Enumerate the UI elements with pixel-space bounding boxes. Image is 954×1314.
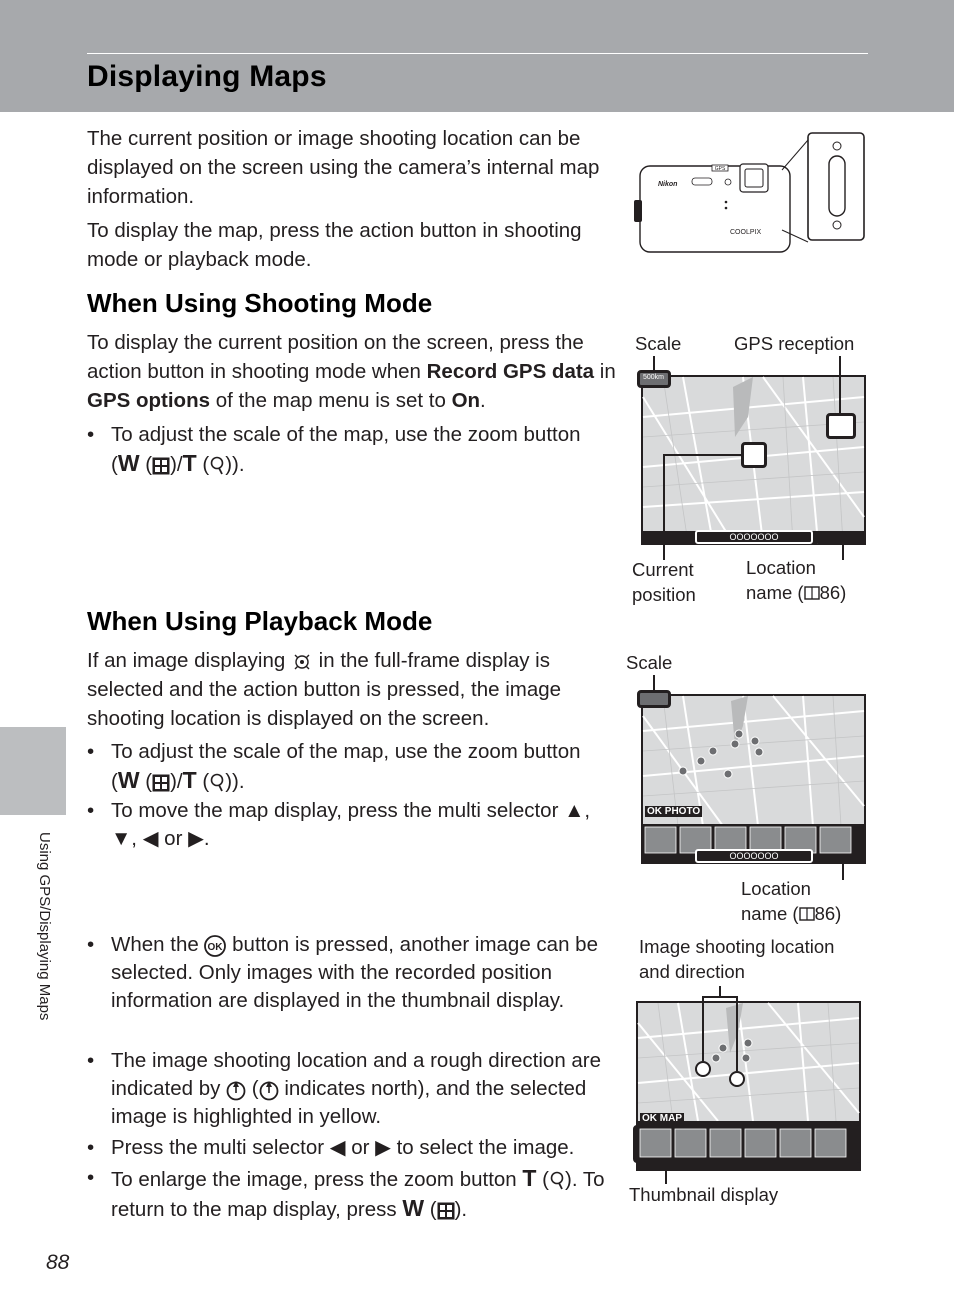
section-title-playback: When Using Playback Mode: [87, 606, 433, 636]
arrow-down-icon: ▼: [111, 827, 132, 850]
camera-brand: Nikon: [658, 181, 678, 188]
playback-bullet-move: • To move the map display, press the multi selector ▲, ▼, ◀ or ▶.: [87, 799, 591, 850]
page-number: 88: [46, 1251, 70, 1274]
playback-bullet-select: • Press the multi selector ◀ or ▶ to select the image.: [87, 1136, 575, 1159]
d2-scale-label: Scale: [626, 652, 673, 673]
d2-ok-photo-label: OK PHOTO: [647, 806, 701, 817]
d1-location-value: OOOOOOO: [729, 532, 779, 542]
playback-paragraph: If an image displaying in the full-frame display is selected and the action button is pressed, the image shooting location is displayed on the screen.: [87, 649, 562, 730]
d1-scale-label: Scale: [635, 333, 682, 354]
d2-location-name-label: Location name ( 86): [741, 878, 842, 924]
shooting-paragraph: To display the current position on the screen, press the action button in shooting mode when Record GPS data in GPS options of the map menu is set to On.: [87, 331, 616, 412]
d1-current-position-label: Current position: [632, 559, 696, 605]
d3-thumbnail-label: Thumbnail display: [629, 1184, 779, 1205]
d1-gps-label: GPS reception: [734, 333, 855, 354]
camera-gps-badge: GPS: [714, 166, 726, 172]
arrow-right-icon: ▶: [188, 827, 204, 850]
chapter-label: Using GPS/Displaying Maps: [36, 832, 53, 1021]
shooting-bullet-zoom: • To adjust the scale of the map, use the zoom button (W ( )/T ( )).: [87, 423, 581, 476]
playback-bullet-direction: • The image shooting location and a rough direction are indicated by ( indicates north), and the selected image is highlighted in yellow.: [87, 1049, 602, 1128]
page-title: Displaying Maps: [87, 60, 327, 93]
d3-heading-label: Image shooting location and direction: [639, 936, 835, 982]
section-title-shooting: When Using Shooting Mode: [87, 288, 433, 318]
arrow-right-icon: ▶: [375, 1136, 391, 1159]
arrow-left-icon: ◀: [142, 827, 159, 850]
playback-bullet-enlarge: • To enlarge the image, press the zoom button T ( ). To return to the map display, press W ( ).: [87, 1165, 605, 1221]
d3-ok-map-label: OK MAP: [642, 1113, 683, 1124]
playback-bullet-ok: • When the OK button is pressed, another image can be selected. Only images with the recorded position information are displayed in the thumbnail display.: [87, 933, 598, 1012]
arrow-up-icon: ▲: [564, 799, 585, 822]
intro-paragraph-1: The current position or image shooting location can be displayed on the screen using the camera’s internal map information.: [87, 127, 600, 208]
d1-scale-indicator: 500km: [637, 370, 671, 388]
camera-model: COOLPIX: [730, 229, 762, 236]
arrow-left-icon: ◀: [329, 1136, 346, 1159]
intro-paragraph-2: To display the map, press the action button in shooting mode or playback mode.: [87, 219, 582, 271]
svg-text:OK: OK: [207, 941, 223, 953]
d1-location-name-label: Location name ( 86): [746, 557, 847, 603]
d2-location-value: OOOOOOO: [729, 851, 779, 861]
playback-bullet-zoom: • To adjust the scale of the map, use the zoom button (W ( )/T ( )).: [87, 740, 581, 793]
